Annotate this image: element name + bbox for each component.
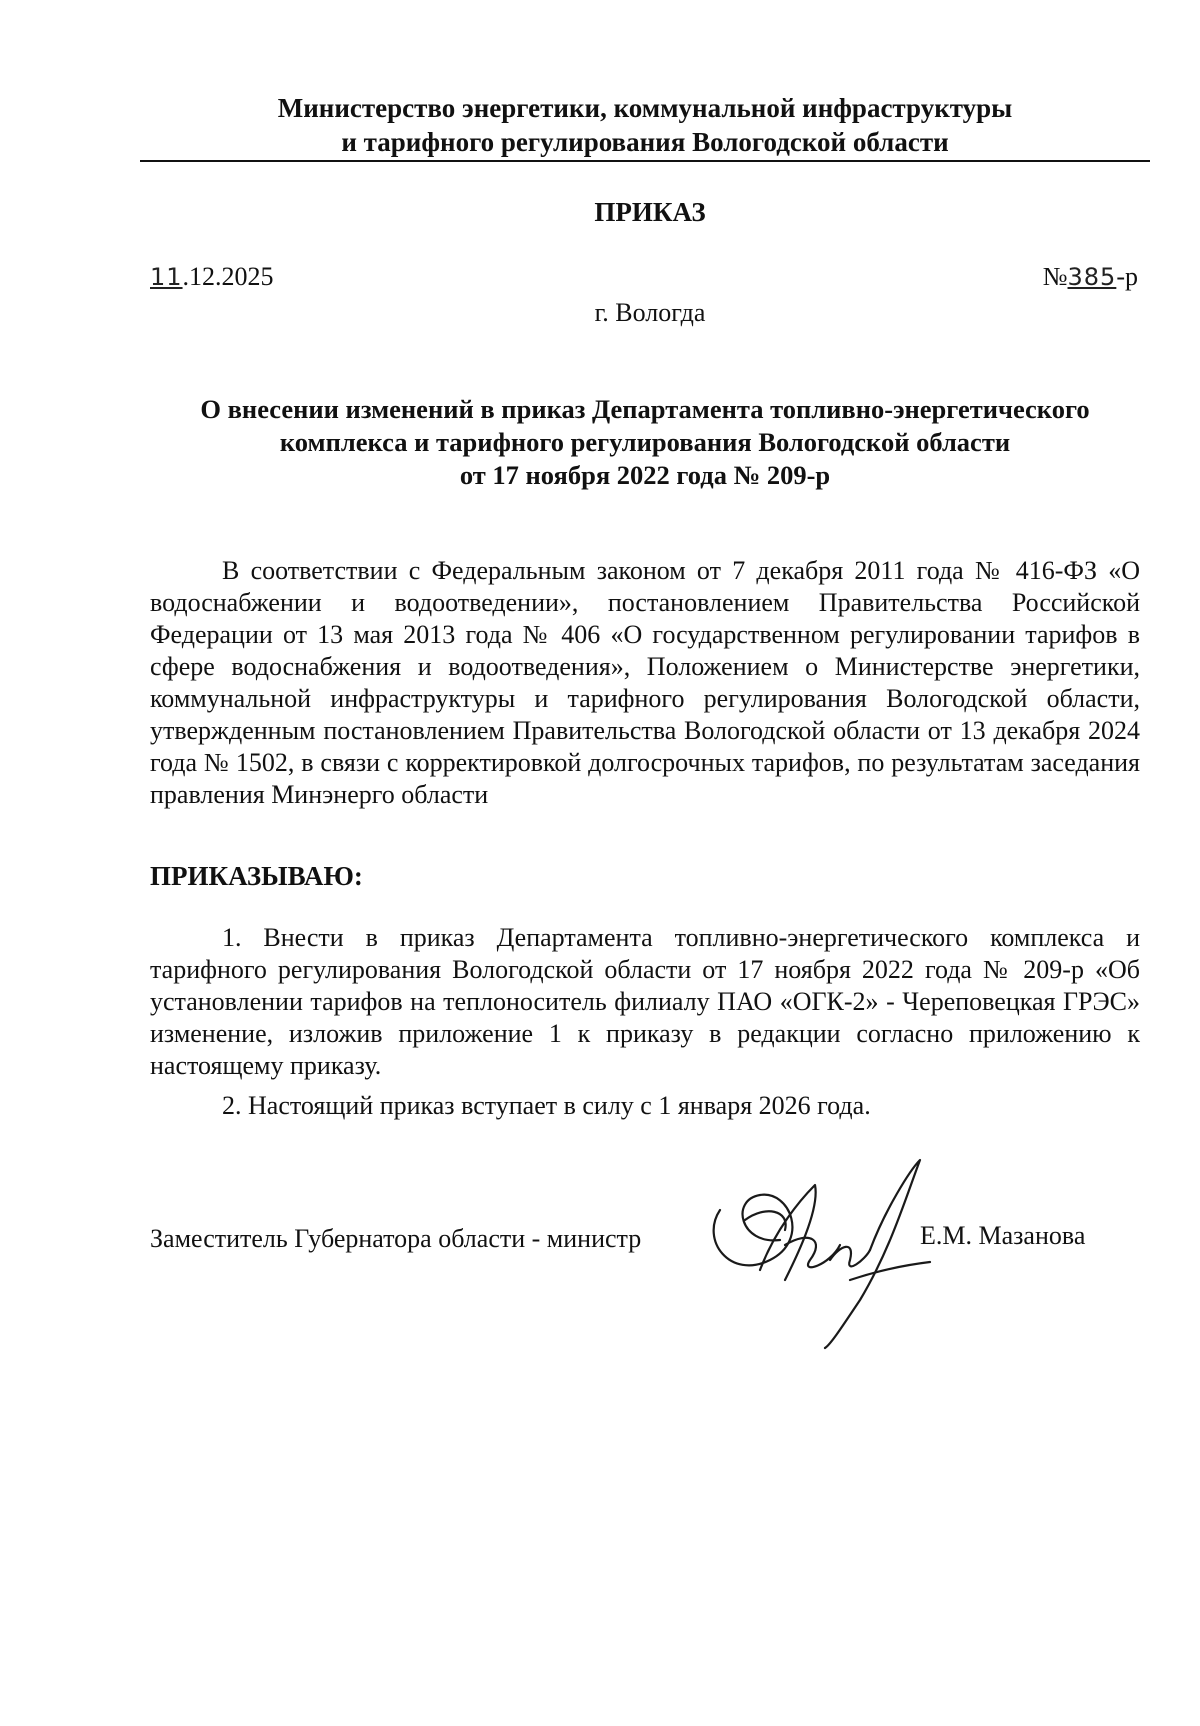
document-number: [1043, 261, 1138, 292]
document-date: [150, 261, 274, 292]
number-prefix: №: [1042, 262, 1068, 291]
preamble-paragraph: В соответствии с Федеральным законом от 7 декабря 2011 года № 416-ФЗ «О водоснабжении и водоотведении», постановлением Правительства Российской Федерации от 13 мая 2013 года № 406 «О государственном регулировании тарифов в сфере водоснабжения и водоотведения», Положением о Министерстве энергетики, коммунальной инфраструктуры и тарифного регулирования Вологодской области, утвержденным постановлением Правительства Вологодской области от 13 декабря 2024 года № 1502, в связи с корректировкой долгосрочных тарифов, по результатам заседания правления Минэнерго области: [150, 556, 1140, 809]
issuer-line-1: Министерство энергетики, коммунальной инфраструктуры: [277, 93, 1013, 123]
issuer-line-2: и тарифного регулирования Вологодской области: [341, 126, 949, 157]
order-item-2: 2. Настоящий приказ вступает в силу с 1 января 2026 года.: [222, 1091, 871, 1120]
date-day-handwritten: 11: [150, 263, 183, 291]
title-line-2: комплекса и тарифного регулирования Вологодской области: [279, 427, 1011, 458]
order-word: ПРИКАЗЫВАЮ:: [150, 861, 363, 891]
issuer-header: [140, 92, 1150, 160]
handwritten-signature-icon: [690, 1150, 950, 1350]
order-item-1: 1. Внести в приказ Департамента топливно-энергетического комплекса и тарифного регулирования Вологодской области от 17 ноября 2022 года № 209-р «Об установлении тарифов на теплоноситель филиалу ПАО «ОГК-2» - Череповецкая ГРЭС» изменение, изложив приложение 1 к приказу в редакции согласно приложению к настоящему приказу.: [150, 923, 1140, 1080]
signer-position: Заместитель Губернатора области - министр: [150, 1224, 642, 1253]
number-suffix: -р: [1116, 262, 1138, 291]
title-line-1: О внесении изменений в приказ Департамента топливно-энергетического: [200, 394, 1090, 424]
document-title: [150, 393, 1140, 492]
title-line-3: от 17 ноября 2022 года № 209-р: [459, 460, 831, 491]
document-type: ПРИКАЗ: [594, 197, 706, 227]
header-divider: [140, 160, 1150, 162]
signer-name: Е.М. Мазанова: [920, 1221, 1086, 1250]
number-handwritten: 385: [1067, 263, 1117, 291]
date-rest: .12.2025: [182, 262, 274, 291]
document-city: г. Вологда: [594, 298, 706, 327]
